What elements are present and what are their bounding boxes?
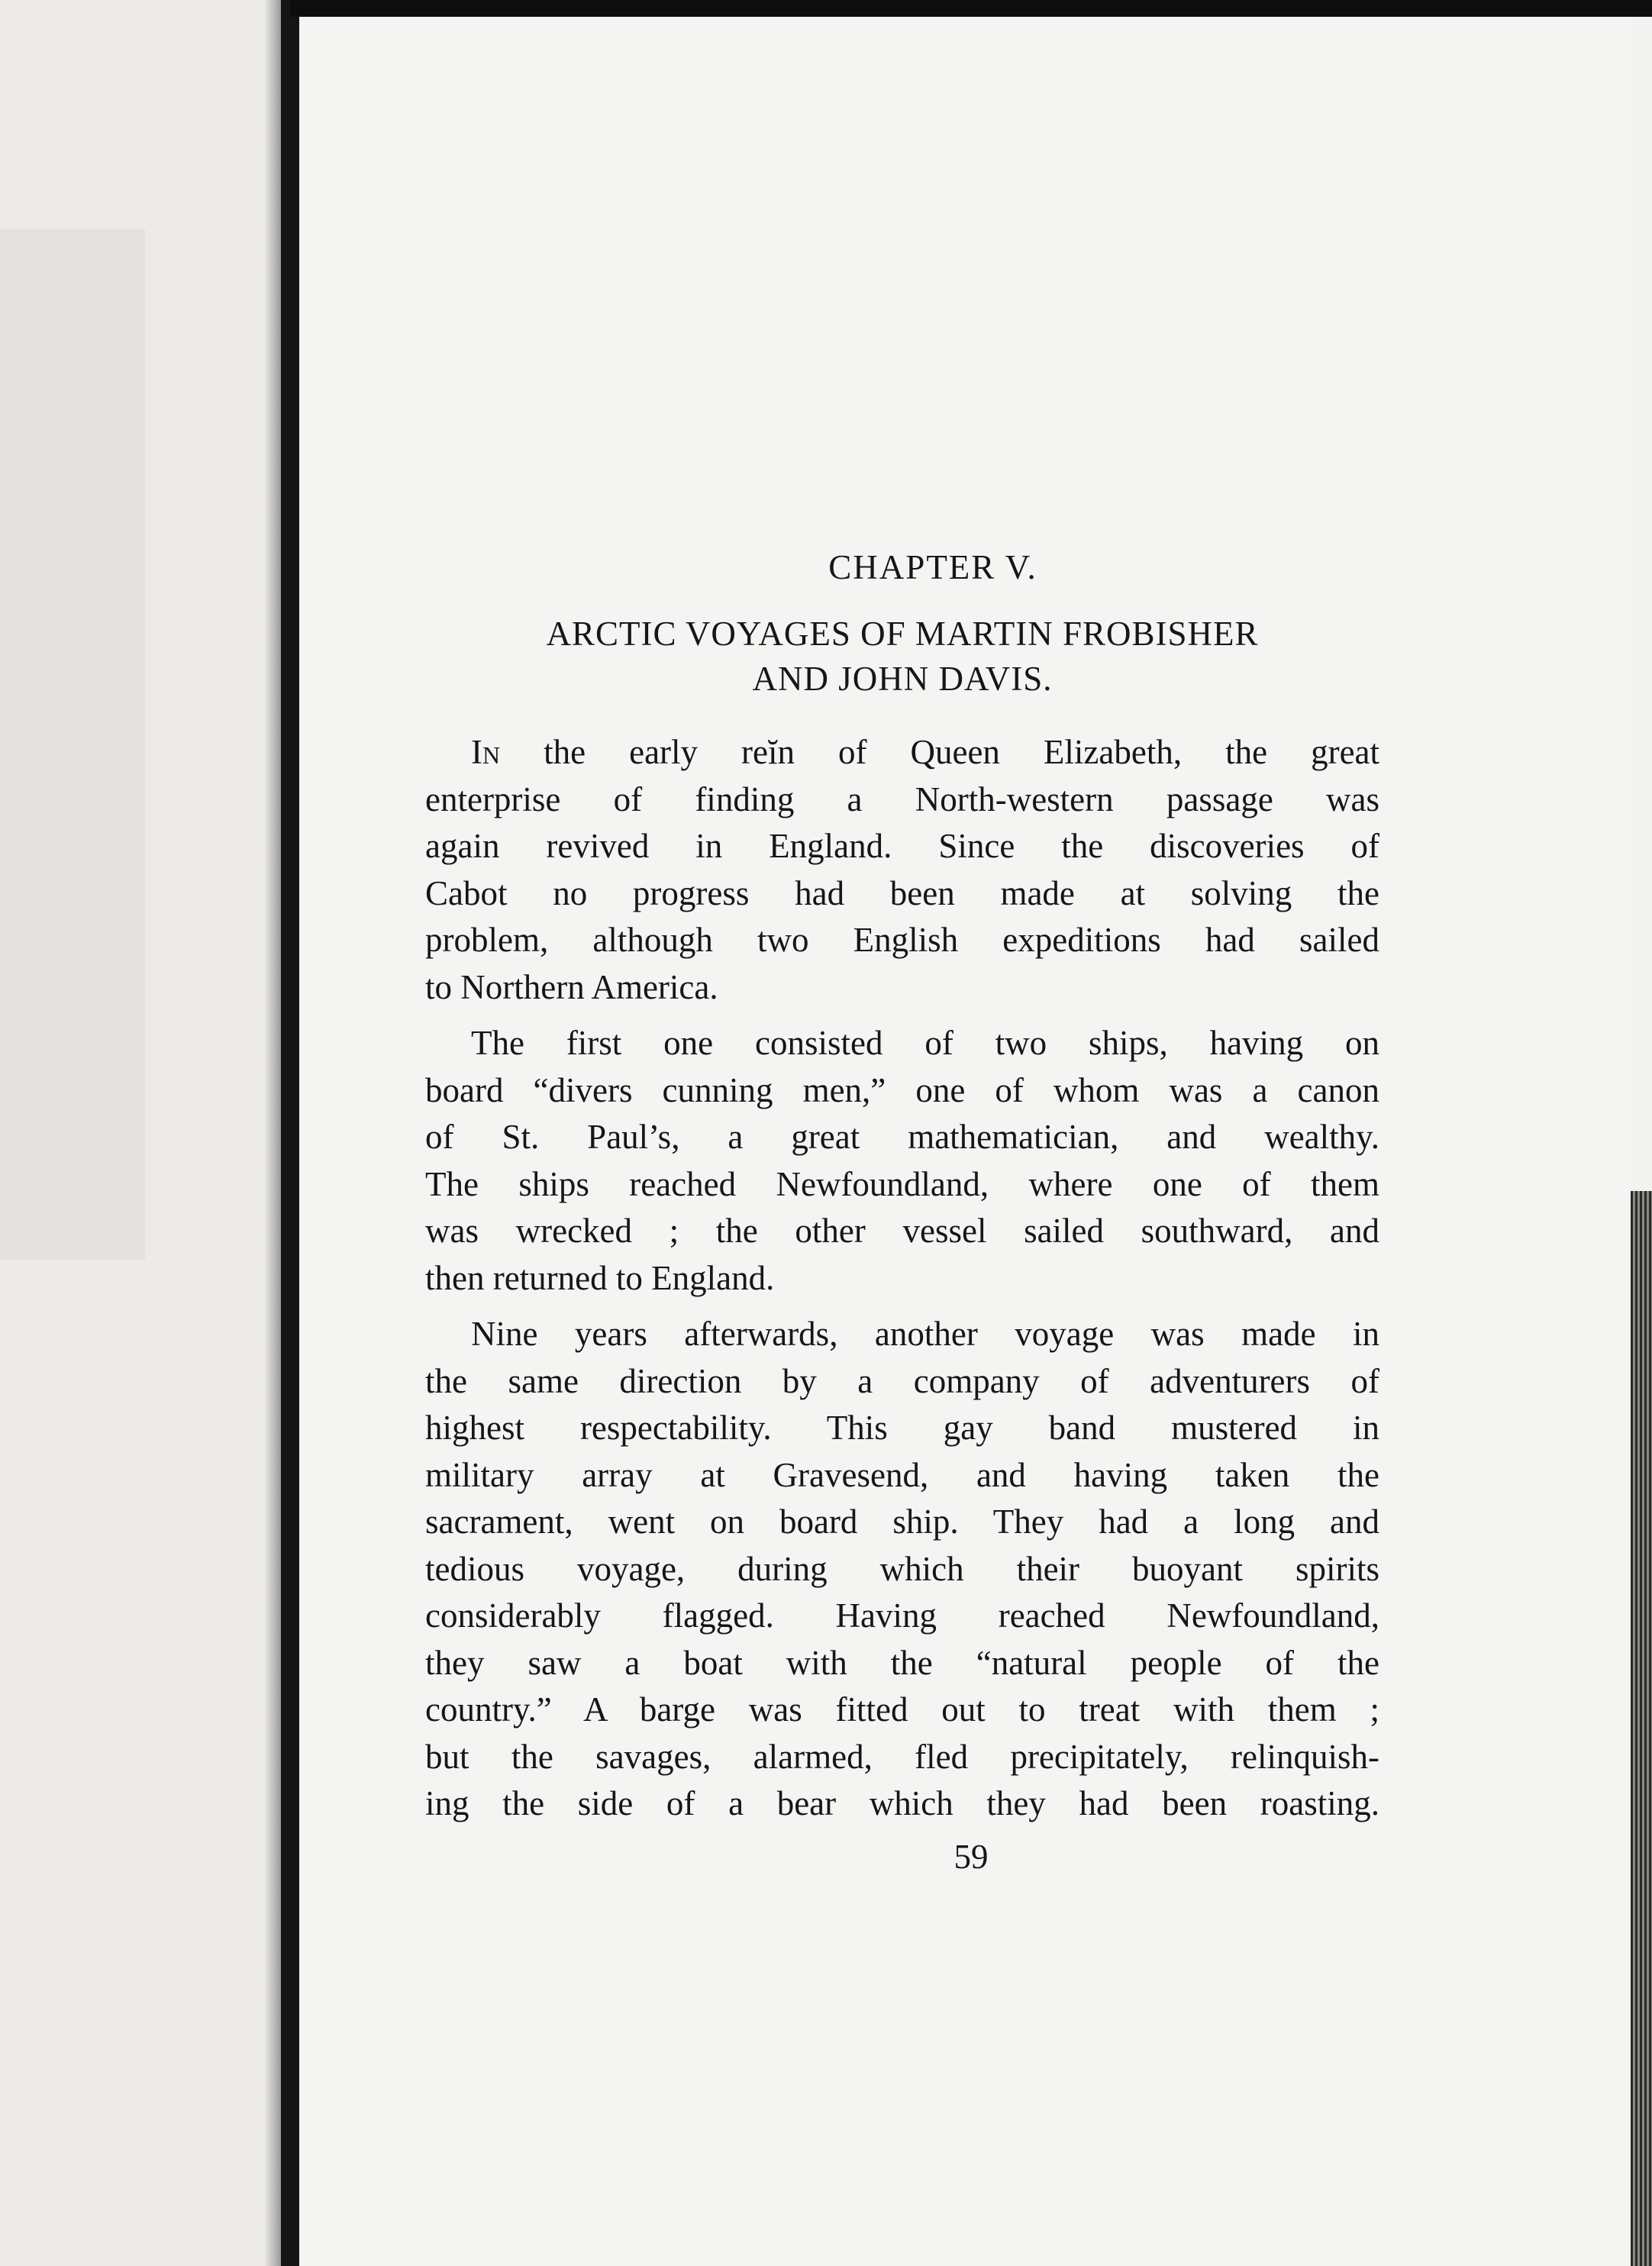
paragraph-line: was wrecked ; the other vessel sailed southward, and [425,1212,1379,1250]
paragraph-1 [425,729,1379,1011]
paragraph-line: sacrament, went on board ship. They had a long and [425,1503,1379,1541]
paragraph-line: tedious voyage, during which their buoyant spirits [425,1549,1379,1588]
paragraph-line: but the savages, alarmed, fled precipitately, relinquish- [425,1737,1379,1776]
book-gutter [281,0,299,2266]
paragraph-line: again revived in England. Since the discoveries of [425,827,1379,865]
chapter-number: CHAPTER V. [828,548,1037,586]
paragraph-line: highest respectability. This gay band mustered in [425,1409,1379,1447]
paragraph-line: the same direction by a company of adventurers of [425,1361,1379,1400]
top-scan-border [290,0,1652,17]
text-block [425,547,1379,1877]
page-number: 59 [953,1837,989,1876]
paragraph-3 [425,1311,1379,1828]
paragraph-line: country.” A barge was fitted out to treat with them ; [425,1690,1379,1729]
paragraph-line: The first one consisted of two ships, having on [471,1024,1379,1062]
paragraph-line: problem, although two English expeditions had sailed [425,921,1379,959]
paragraph-line: In the early reĭn of Queen Elizabeth, the great [471,733,1380,771]
paragraph-line: board “divers cunning men,” one of whom was a canon [425,1070,1379,1109]
paragraph-line: to Northern America. [425,967,718,1006]
chapter-title-line-2: AND JOHN DAVIS. [752,660,1053,698]
paragraph-line: then returned to England. [425,1258,775,1297]
paragraph-2 [425,1020,1379,1302]
lead-word: In [471,733,501,771]
paragraph-line: Nine years afterwards, another voyage was made in [471,1315,1379,1353]
paragraph-line: they saw a boat with the “natural people of the [425,1643,1379,1682]
book-page [299,17,1631,2266]
chapter-title [425,612,1379,702]
page-edges [1631,1191,1652,2266]
paragraph-line: The ships reached Newfoundland, where one of them [425,1164,1379,1203]
paragraph-line: military array at Gravesend, and having taken the [425,1455,1379,1494]
paragraph-line: considerably flagged. Having reached Newfoundland, [425,1596,1379,1635]
chapter-title-line-1: ARCTIC VOYAGES OF MARTIN FROBISHER [546,615,1259,653]
paragraph-line: enterprise of finding a North-western passage was [425,780,1379,818]
gutter-shadow [264,0,281,2266]
paragraph-line: Cabot no progress had been made at solving the [425,873,1379,912]
left-facing-page [0,0,286,2266]
left-page-plate-shadow [0,229,145,1260]
paragraph-line: ing the side of a bear which they had been roasting. [425,1784,1379,1822]
paragraph-line: of St. Paul’s, a great mathematician, and wealthy. [425,1118,1379,1156]
